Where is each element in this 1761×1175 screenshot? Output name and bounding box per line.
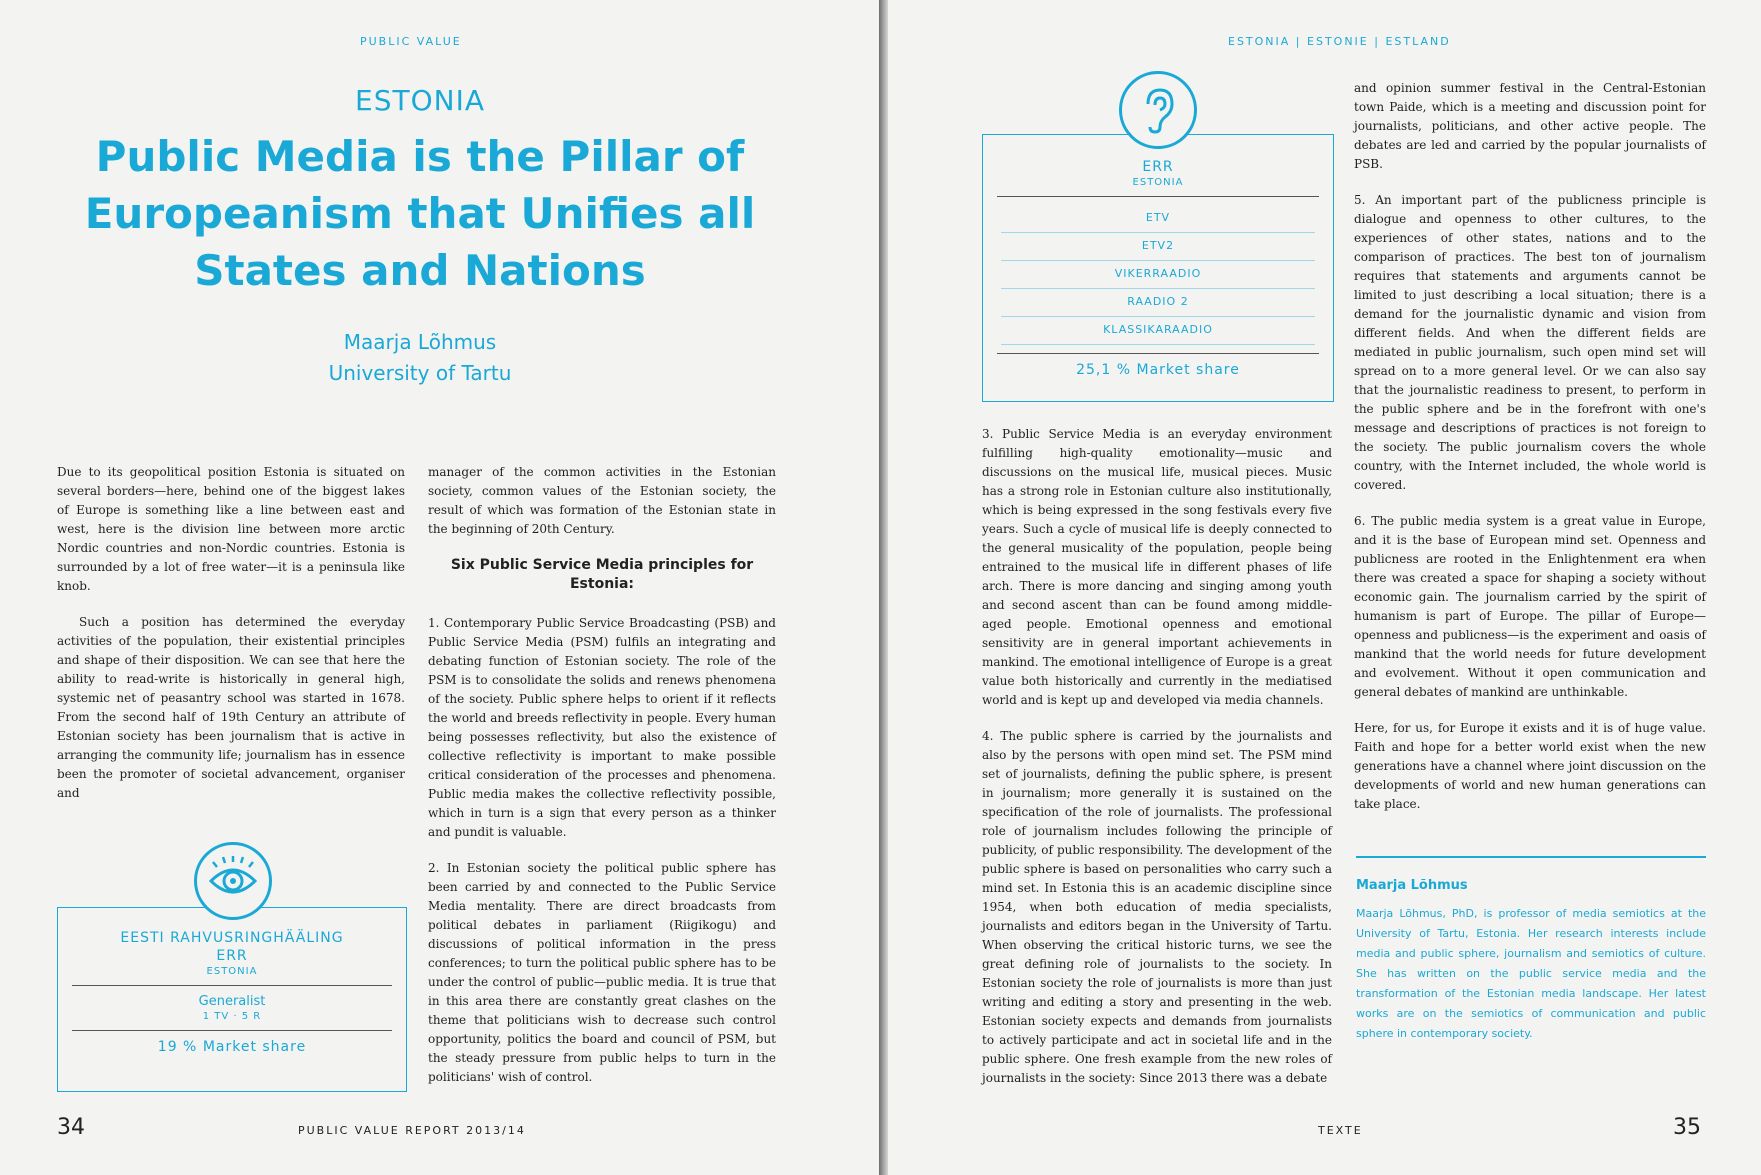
right-running-head: ESTONIA | ESTONIE | ESTLAND (1228, 35, 1451, 48)
card-divider (997, 353, 1319, 354)
principles-subhead: Six Public Service Media principles for Estonia: (450, 557, 754, 592)
card-divider (72, 985, 392, 986)
paragraph: 4. The public sphere is carried by the journalists and also by the persons with open mind set. The PSM mind set of journalists, defining the public sphere, is present in journalism; more generally it is sustained on the specification of the role of journalists. The professional role of journalism includes following the principle of publicity, of public responsibility. The development of the public sphere is based on personalities who carry such a mind set. In Estonia this is an academic discipline since 1954, when both education of media specialists, journalists and editors began in the University of Tartu. When observing the critical historic turns, we see the great defining role of journalists to the society. In Estonian society the role of journalists is more than just writing and editing a story and presenting in the web. Estonian society expects and demands from journalists to actively participate and act in societal life and in the public sphere. One fresh example from the new roles of journalists in the society: Since 2013 there was a debate (982, 729, 1332, 1085)
left-column-1 (57, 463, 405, 820)
card-org-tag: ESTONIA (1132, 177, 1184, 188)
left-page (0, 0, 879, 1175)
right-footer-text: TEXTE (1318, 1124, 1363, 1137)
channel-item: ETV2 (1001, 233, 1315, 261)
channel-item: RAADIO 2 (1001, 289, 1315, 317)
right-page-number: 35 (1673, 1115, 1701, 1140)
right-column-1 (982, 425, 1332, 1105)
left-column-2 (428, 463, 776, 1104)
broadcaster-card (57, 907, 407, 1092)
paragraph: and opinion summer festival in the Central-Estonian town Paide, which is a meeting and discussion point for journalists, politicians, and other active people. The debates are led and carried by the popular journalists of PSB. (1354, 81, 1706, 171)
channel-item: ETV (1001, 205, 1315, 233)
channel-item: VIKERRAADIO (1001, 261, 1315, 289)
card-org-tag: ESTONIA (206, 966, 258, 977)
card-mid-small: 1 TV · 5 R (202, 1011, 262, 1022)
broadcaster-card-right (982, 134, 1334, 402)
paragraph: 2. In Estonian society the political public sphere has been carried by and connected to the Public Service Media mentality. There are direct broadcasts from political debates in parliament (Riigikogu) and discussions of political information in the press conferences; to turn the political public sphere has to be under the control of public—public media. It is true that in this area there are constantly great clashes on the theme that politicians wish to decrease such control opportunity, politics the board and council of PSM, but the steady pressure from public helps to turn in the politicians' wish of control. (428, 861, 776, 1084)
card-divider (72, 1030, 392, 1031)
channel-item: KLASSIKARAADIO (1001, 317, 1315, 345)
author-name: Maarja Lõhmus (343, 330, 497, 354)
paragraph: 6. The public media system is a great value in Europe, and it is the base of European mind set. Openness and publicness are rooted in the Enlightenment era when there was created a space for shaping a society without economic gain. The journalism carried by the spirit of humanism is part of Europe. The pillar of Europe—openness and publicness—is the experiment and oasis of mankind that the world needs for future development and evolvement. Without it open communication and general debates of mankind are unthinkable. (1354, 514, 1706, 699)
paragraph: Due to its geopolitical position Estonia is situated on several borders—here, behind one of the biggest lakes of Europe is something like a line between east and west, here is the division line between more arctic Nordic countries and non-Nordic countries. Estonia is surrounded by a lot of free water—it is a peninsula like knob. (57, 465, 405, 593)
author-block (0, 327, 840, 389)
country-heading: ESTONIA (355, 84, 485, 117)
author-affiliation: University of Tartu (328, 361, 512, 385)
paragraph: 5. An important part of the publicness principle is dialogue and openness to other cultures, to the experiences of other states, nations and to the comparison of practices. The best ton of journalism requires that statements and arguments cannot be limited to just describing a local situation; there is a demand for the journalistic dynamic and vision from different fields. And when the different fields are mediated in public journalism, such open mind set will spread on to a more general level. Or we can also say that the journalistic readiness to present, to perform in the public sphere and be in the forefront with one's message and descriptions of practices is not foreign to the society. The public journalism covers the whole country, with the Internet included, the whole world is covered. (1354, 193, 1706, 492)
left-footer-text: PUBLIC VALUE REPORT 2013/14 (298, 1124, 526, 1137)
paragraph: 3. Public Service Media is an everyday environment fulfilling high-quality emotionality—music and discussions on the musical life, musical pieces. Music has a strong role in Estonian culture also institutionally, which is being expressed in the song festivals every five years. Such a cycle of musical life is deeply connected to the general musicality of the population, people being entrained to the musical life in different phases of life arch. There is more dancing and singing among youth and second ascent than can be found among middle-aged people. Emotional openness and emotional sensitivity are in general important achievements in mankind. The emotional intelligence of Europe is a great value both historically and currently in the mediatised world and is kept up and developed via media channels. (982, 427, 1332, 707)
card-divider (997, 196, 1319, 197)
paragraph: manager of the common activities in the Estonian society, common values of the Estonian society, the result of which was formation of the Estonian state in the beginning of 20th Century. (428, 465, 776, 536)
left-page-number: 34 (57, 1115, 85, 1140)
card-org-name: EESTI RAHVUSRINGHÄÄLING (120, 930, 344, 946)
paragraph: Here, for us, for Europe it exists and it is of huge value. Faith and hope for a better world exist when the new generations have a channel where joint discussion on the developments of world and new human generations can take place. (1354, 721, 1706, 811)
eye-icon (194, 842, 272, 920)
card-mid-label: Generalist (198, 994, 266, 1009)
bio-text: Maarja Lõhmus, PhD, is professor of media semiotics at the University of Tartu, Estonia. Her research interests include media and public sphere, journalism and semiotics of culture. She has written on the public service media and the transformation of the Estonian media landscape. Her latest works are on the semiotics of communication and public sphere in contemporary society. (1356, 907, 1706, 1040)
card-org-short: ERR (1142, 159, 1174, 175)
bio-divider (1356, 856, 1706, 858)
left-running-head: PUBLIC VALUE (360, 35, 462, 48)
channel-list (983, 205, 1333, 345)
right-column-2 (1354, 79, 1706, 831)
card-org-short: ERR (216, 948, 248, 964)
article-title: Public Media is the Pillar of Europeanism that Unifies all States and Nations (84, 132, 756, 295)
card-market-share: 19 % Market share (157, 1039, 307, 1055)
ear-icon (1119, 71, 1197, 149)
card-market-share: 25,1 % Market share (1076, 362, 1240, 378)
bio-name: Maarja Lõhmus (1356, 878, 1468, 893)
paragraph: Such a position has determined the everyday activities of the population, their existential principles and shape of their disposition. We can see that here the ability to read-write is historically in general high, systemic net of peasantry school was started in 1678. From the second half of 19th Century an attribute of Estonian society has been journalism that is active in arranging the community life; journalism has in essence been the promoter of societal advancement, organiser and (57, 615, 405, 800)
page-gutter (879, 0, 888, 1175)
paragraph: 1. Contemporary Public Service Broadcasting (PSB) and Public Service Media (PSM) fulfils an integrating and debating function of Estonian society. The role of the PSM is to consolidate the solids and renews phenomena of the society. Public sphere helps to orient if it reflects the world and breeds reflectivity in people. Every human being possesses reflectivity, but also the existence of collective reflectivity is important to make possible critical consideration of the processes and phenomena. Public media makes the collective reflectivity possible, which in turn is a sign that every person as a thinker and pundit is valuable. (428, 616, 776, 839)
